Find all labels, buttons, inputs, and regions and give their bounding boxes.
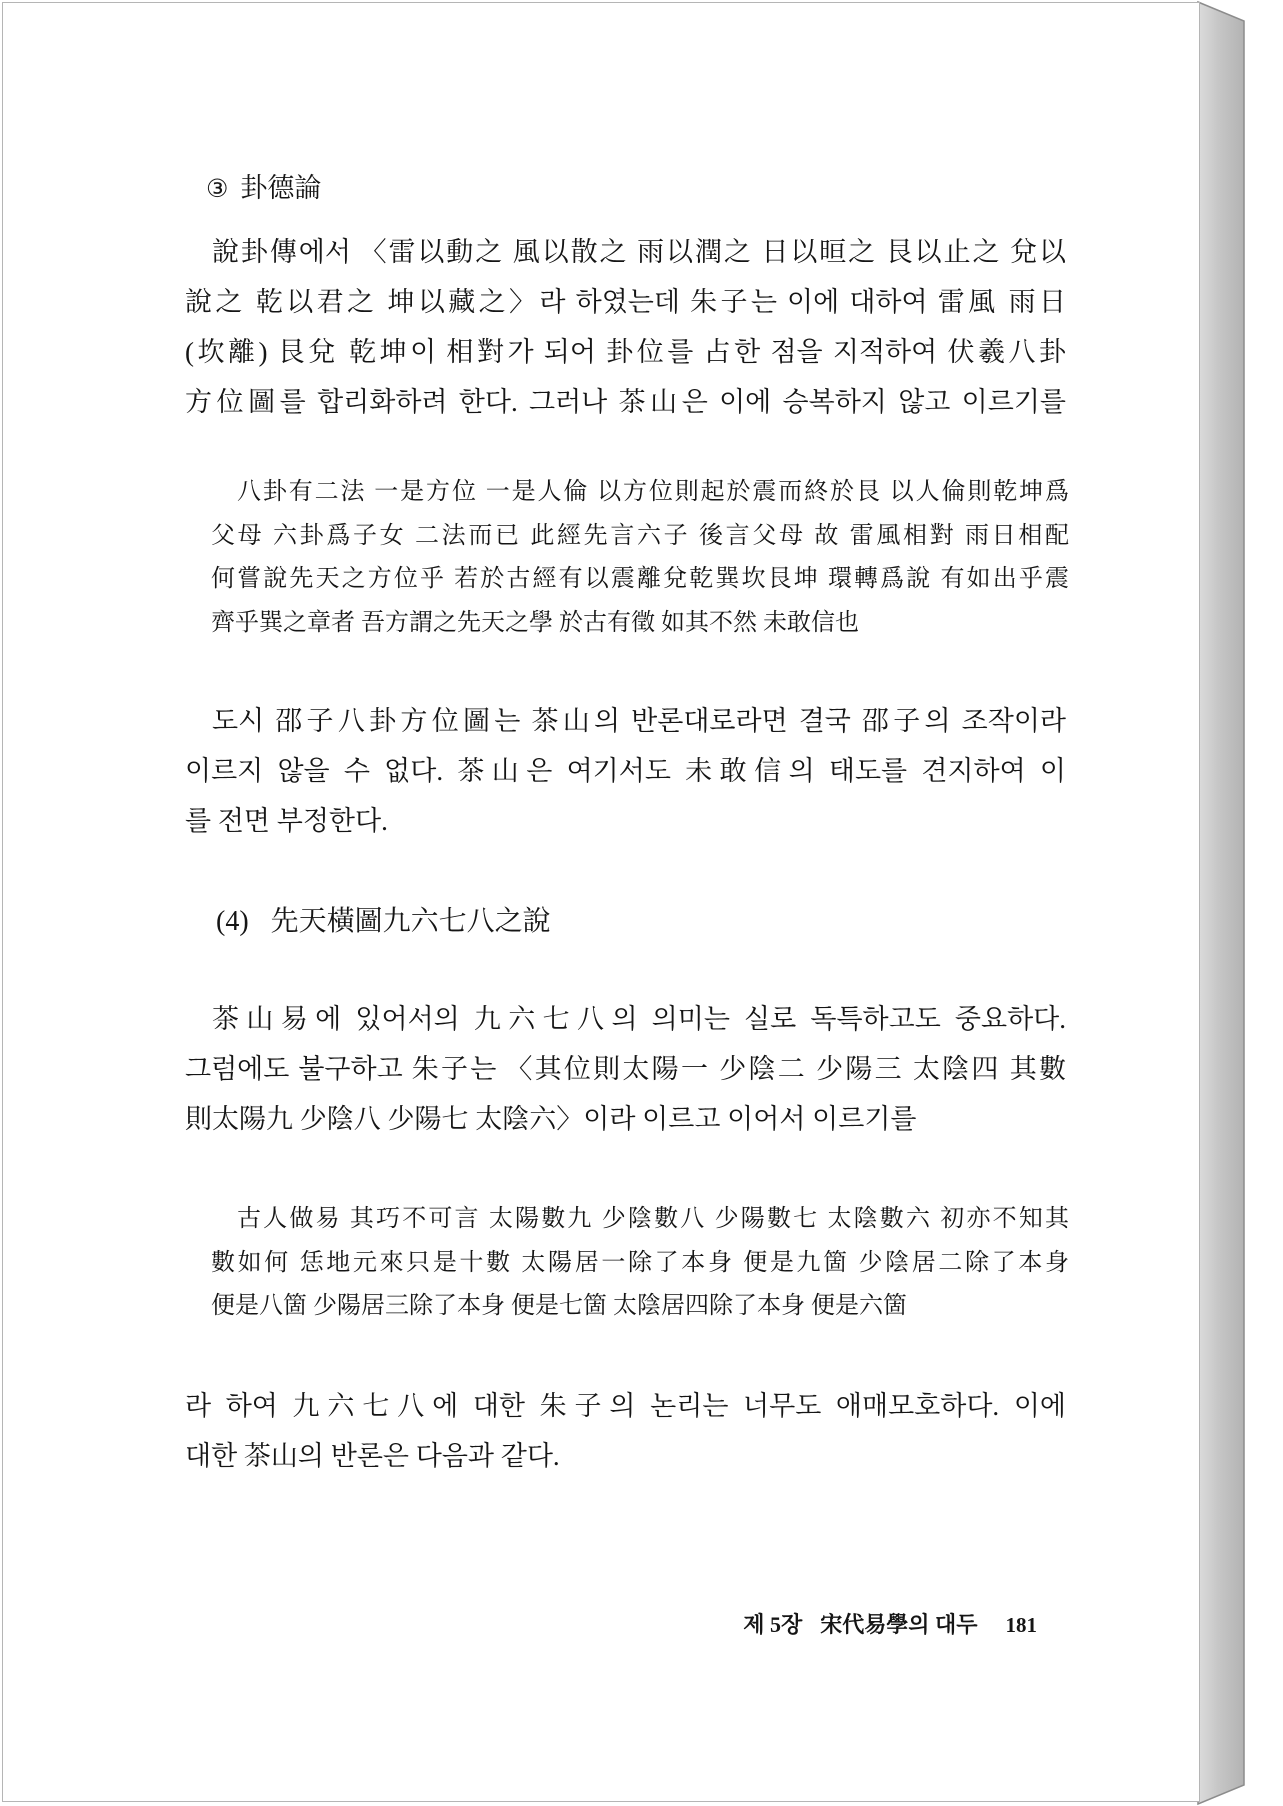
paragraph-line: 도시 邵子八卦方位圖는 茶山의 반론대로라면 결국 邵子의 조작이라 <box>212 706 1066 736</box>
subsection-title: 先天橫圖九六七八之說 <box>270 906 551 937</box>
section-heading <box>206 171 321 206</box>
subsection-heading <box>216 905 551 939</box>
paragraph-line: 그럼에도 불구하고 朱子는 〈其位則太陽一 少陰二 少陽三 太陰四 其數 <box>185 1054 1066 1084</box>
paragraph-line: 說卦傳에서 〈雷以動之 風以散之 雨以潤之 日以晅之 艮以止之 兌以 <box>212 237 1066 267</box>
quote-line: 便是八箇 少陽居三除了本身 便是七箇 太陰居四除了本身 便是六箇 <box>211 1293 907 1319</box>
paragraph-2 <box>185 696 1066 846</box>
page-number: 181 <box>1005 1613 1037 1637</box>
footer-chapter-title: 宋代易學의 대두 <box>820 1612 978 1637</box>
paragraph-line: (坎離) 艮兌 乾坤이 相對가 되어 卦位를 占한 점을 지적하여 伏羲八卦 <box>185 337 1066 367</box>
book-edge-side <box>1198 2 1244 1804</box>
paragraph-4 <box>185 1381 1066 1481</box>
footer-chapter: 제 5장 <box>743 1612 803 1637</box>
quote-line: 古人做易 其巧不可言 太陽數九 少陰數八 少陽數七 太陰數六 初亦不知其 <box>237 1206 1069 1232</box>
block-quote-2 <box>211 1198 1069 1329</box>
paragraph-line: 이르지 않을 수 없다. 茶山은 여기서도 未敢信의 태도를 견지하여 이 <box>185 756 1066 786</box>
paragraph-line: 方位圖를 합리화하려 한다. 그러나 茶山은 이에 승복하지 않고 이르기를 <box>185 387 1066 417</box>
paragraph-line: 라 하여 九六七八에 대한 朱子의 논리는 너무도 애매모호하다. 이에 <box>185 1391 1066 1421</box>
paragraph-1 <box>185 227 1066 427</box>
paragraph-line: 說之 乾以君之 坤以藏之〉라 하였는데 朱子는 이에 대하여 雷風 雨日 <box>185 287 1066 317</box>
paragraph-line: 則太陽九 少陰八 少陽七 太陰六〉이라 이르고 이어서 이르기를 <box>185 1104 917 1134</box>
quote-line: 父母 六卦爲子女 二法而已 此經先言六子 後言父母 故 雷風相對 雨日相配 <box>211 522 1069 549</box>
running-footer <box>743 1611 1037 1639</box>
quote-line: 齊乎巽之章者 吾方謂之先天之學 於古有徵 如其不然 未敢信也 <box>211 609 859 636</box>
quote-line: 何嘗說先天之方位乎 若於古經有以震離兌乾巽坎艮坤 環轉爲說 有如出乎震 <box>211 566 1069 592</box>
paragraph-3 <box>185 994 1066 1144</box>
section-title: 卦德論 <box>240 173 322 203</box>
quote-line: 八卦有二法 一是方位 一是人倫 以方位則起於震而終於艮 以人倫則乾坤爲 <box>237 479 1069 505</box>
paragraph-line: 대한 茶山의 반론은 다음과 같다. <box>185 1441 560 1471</box>
book-page <box>2 2 1200 1802</box>
quote-line: 數如何 恁地元來只是十數 太陽居一除了本身 便是九箇 少陰居二除了本身 <box>211 1249 1069 1276</box>
paragraph-line: 茶山易에 있어서의 九六七八의 의미는 실로 독특하고도 중요하다. <box>212 1004 1066 1034</box>
subsection-number: (4) <box>216 906 249 937</box>
block-quote-1 <box>211 471 1069 645</box>
paragraph-line: 를 전면 부정한다. <box>185 806 388 836</box>
section-number: ③ <box>206 174 229 203</box>
